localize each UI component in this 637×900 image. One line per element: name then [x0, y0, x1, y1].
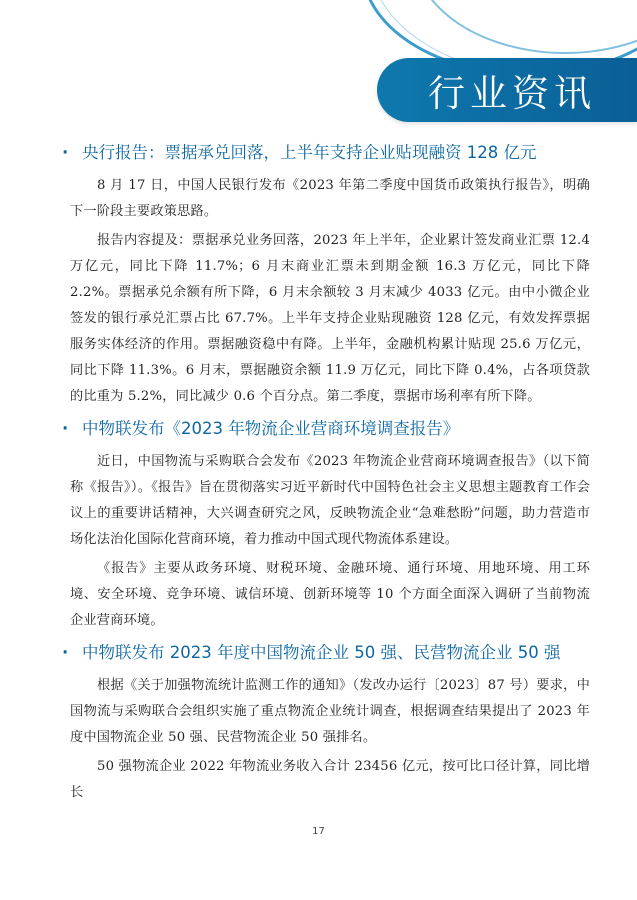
section-heading-text: 中物联发布 2023 年度中国物流企业 50 强、民营物流企业 50 强	[82, 643, 561, 662]
page-title: 行业资讯	[428, 72, 596, 115]
paragraph: 报告内容提及：票据承兑业务回落，2023 年上半年，企业累计签发商业汇票 12.4 万亿元，同比下降 11.7%；6 月末商业汇票未到期金额 16.3 万亿元，同比下降 2.2%。票据承兑余额有所下降，6 月末余额较 3 月末减少 4033 亿元。由中小微企业签发的银行承兑汇票占比 67.7%。上半年支持企业贴现融资 128 亿元，有效发挥票据服务实体经济的作用。票据融资稳中有降。上半年，金融机构累计贴现 25.6 万亿元，同比下降 11.3%。6 月末，票据融资余额 11.9 万亿元，同比下降 0.4%，占各项贷款的比重为 5.2%，同比减少 0.6 个百分点。第二季度，票据市场利率有所下降。	[70, 233, 590, 404]
section-heading-text: 中物联发布《2023 年物流企业营商环境调查报告》	[82, 419, 460, 438]
paragraph: 50 强物流企业 2022 年物流业务收入合计 23456 亿元，按可比口径计算，同比增长	[70, 759, 590, 800]
section-heading	[62, 416, 590, 442]
section-heading	[62, 140, 590, 166]
bullet-icon: ·	[62, 143, 69, 162]
bullet-icon: ·	[62, 643, 69, 662]
paragraph: 《报告》主要从政务环境、财税环境、金融环境、通行环境、用地环境、用工环境、安全环境、竞争环境、诚信环境、创新环境等 10 个方面全面深入调研了当前物流企业营商环境。	[70, 561, 590, 628]
paragraph: 根据《关于加强物流统计监测工作的通知》（发改办运行〔2023〕87 号）要求，中国物流与采购联合会组织实施了重点物流企业统计调查，根据调查结果提出了 2023 年度中国物流企业 50 强、民营物流企业 50 强排名。	[70, 678, 590, 745]
news-section	[62, 140, 590, 410]
paragraph: 8 月 17 日，中国人民银行发布《2023 年第二季度中国货币政策执行报告》，明确下一阶段主要政策思路。	[70, 178, 590, 219]
page-number: 17	[312, 826, 325, 837]
news-section	[62, 416, 590, 634]
bullet-icon: ·	[62, 419, 69, 438]
article-content	[62, 140, 590, 812]
paragraph: 近日，中国物流与采购联合会发布《2023 年物流企业营商环境调查报告》（以下简称《报告》）。《报告》旨在贯彻落实习近平新时代中国特色社会主义思想主题教育工作会议上的重要讲话精神，大兴调查研究之风，反映物流企业“急难愁盼”问题，助力营造市场化法治化国际化营商环境，着力推动中国式现代物流体系建设。	[70, 454, 590, 547]
header-decoration	[297, 0, 637, 135]
section-heading-text: 央行报告：票据承兑回落，上半年支持企业贴现融资 128 亿元	[82, 143, 537, 162]
section-header-banner	[377, 58, 637, 122]
news-section	[62, 640, 590, 806]
section-heading	[62, 640, 590, 666]
